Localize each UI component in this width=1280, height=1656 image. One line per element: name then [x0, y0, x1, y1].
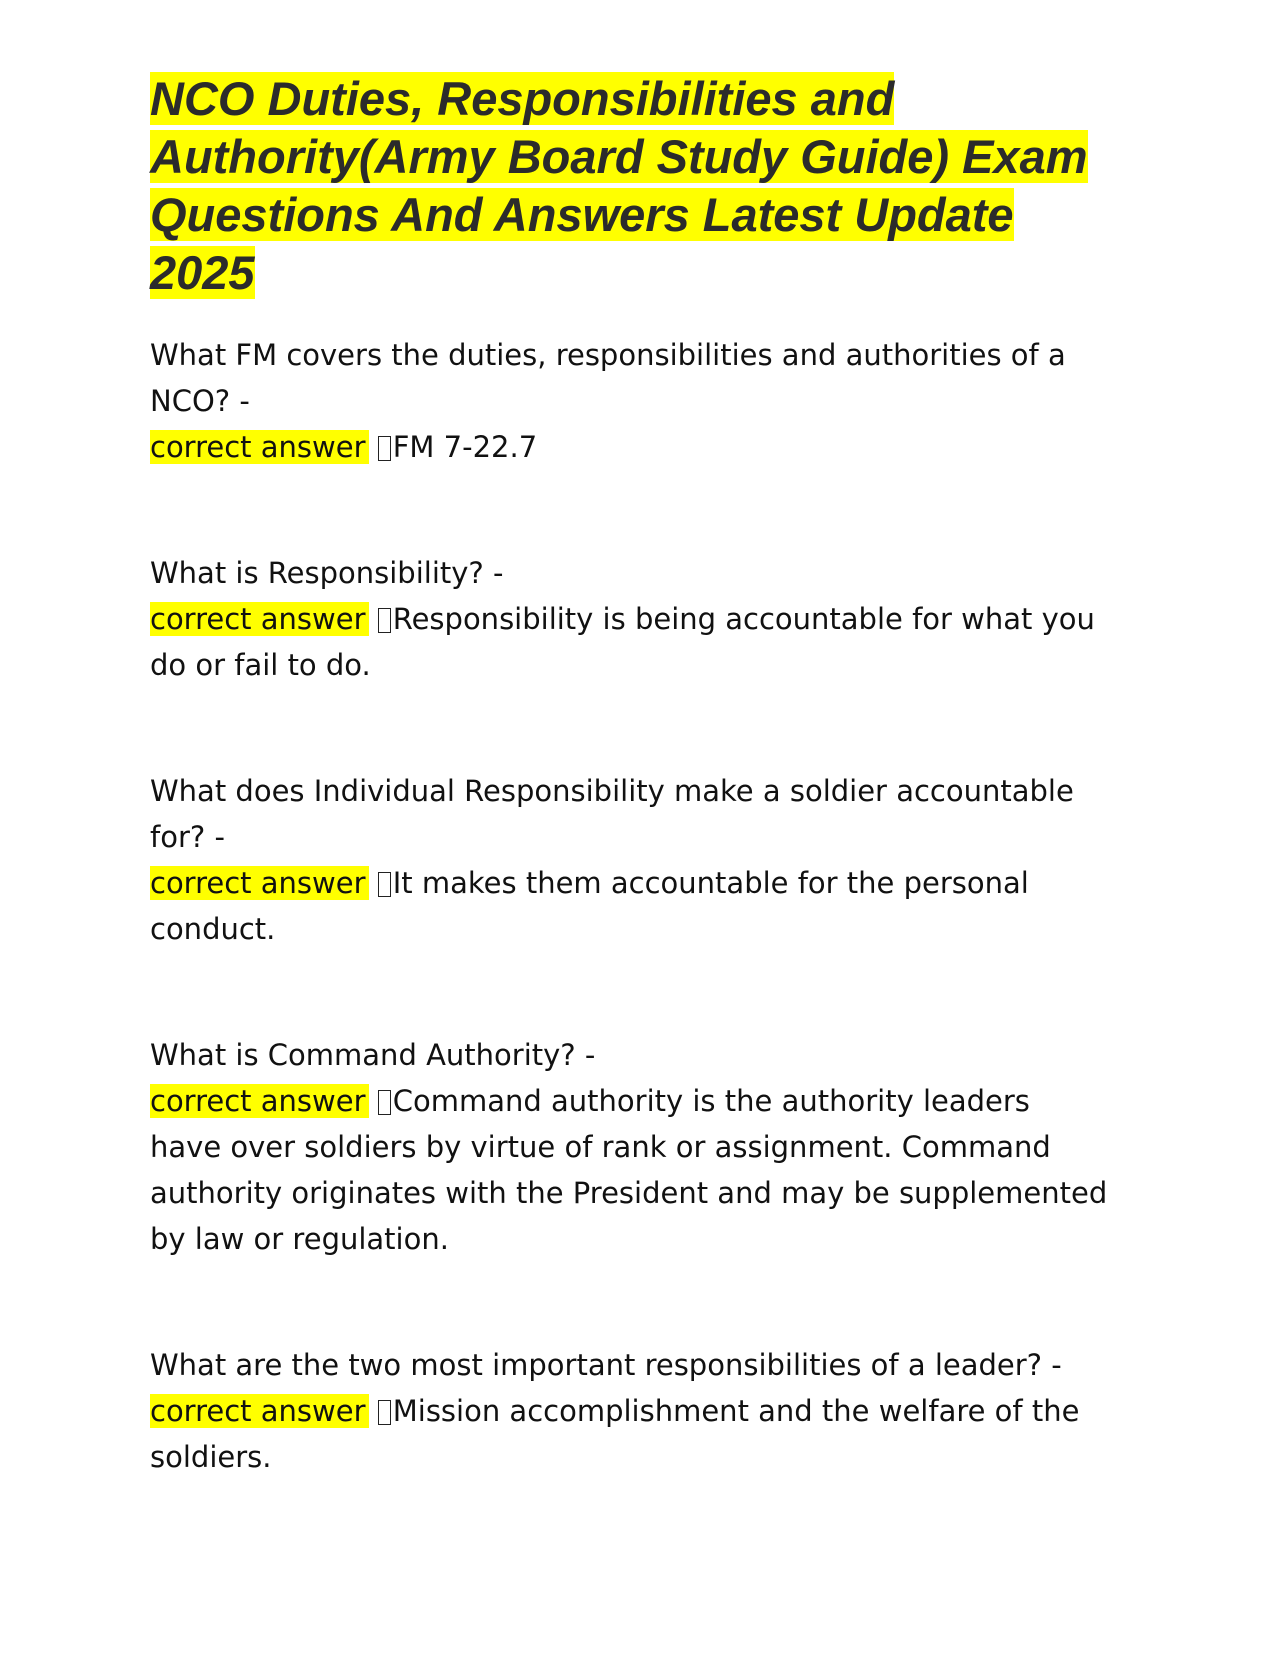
- question-text: What is Responsibility? -: [150, 556, 504, 590]
- answer-label: correct answer: [150, 1084, 369, 1118]
- missing-glyph-icon: [378, 872, 391, 897]
- missing-glyph-icon: [378, 1090, 391, 1115]
- document-title-text: NCO Duties, Responsibilities and Authority(Army Board Study Guide) Exam Questions And Answers Latest Update 2025: [150, 72, 1088, 299]
- document-page: [150, 70, 1110, 1480]
- qa-item: [150, 1342, 1110, 1480]
- qa-item: [150, 768, 1110, 952]
- qa-item: [150, 550, 1110, 688]
- missing-glyph-icon: [378, 1400, 391, 1425]
- missing-glyph-icon: [378, 608, 391, 633]
- question-text: What does Individual Responsibility make a soldier accountable for? -: [150, 774, 1074, 854]
- answer-text: FM 7-22.7: [392, 430, 538, 464]
- answer-text: Responsibility is being accountable for what you do or fail to do.: [150, 602, 1095, 682]
- answer-label: correct answer: [150, 866, 369, 900]
- answer-line: [150, 1078, 1110, 1262]
- answer-line: [150, 424, 1110, 470]
- answer-text: Mission accomplishment and the welfare of the soldiers.: [150, 1394, 1080, 1474]
- answer-line: [150, 596, 1110, 688]
- question-text: What FM covers the duties, responsibilities and authorities of a NCO? -: [150, 338, 1066, 418]
- qa-item: [150, 1032, 1110, 1262]
- answer-label: correct answer: [150, 602, 369, 636]
- answer-line: [150, 860, 1110, 952]
- question-text: What are the two most important responsibilities of a leader? -: [150, 1348, 1062, 1382]
- qa-list: [150, 332, 1110, 1480]
- missing-glyph-icon: [378, 436, 391, 461]
- document-title: [150, 70, 1110, 302]
- question-text: What is Command Authority? -: [150, 1038, 596, 1072]
- answer-label: correct answer: [150, 430, 369, 464]
- answer-line: [150, 1388, 1110, 1480]
- answer-text: It makes them accountable for the personal conduct.: [150, 866, 1029, 946]
- answer-label: correct answer: [150, 1394, 369, 1428]
- answer-text: Command authority is the authority leaders have over soldiers by virtue of rank or assignment. Command authority originates with the President and may be supplemented by law or regulation.: [150, 1084, 1108, 1256]
- qa-item: [150, 332, 1110, 470]
